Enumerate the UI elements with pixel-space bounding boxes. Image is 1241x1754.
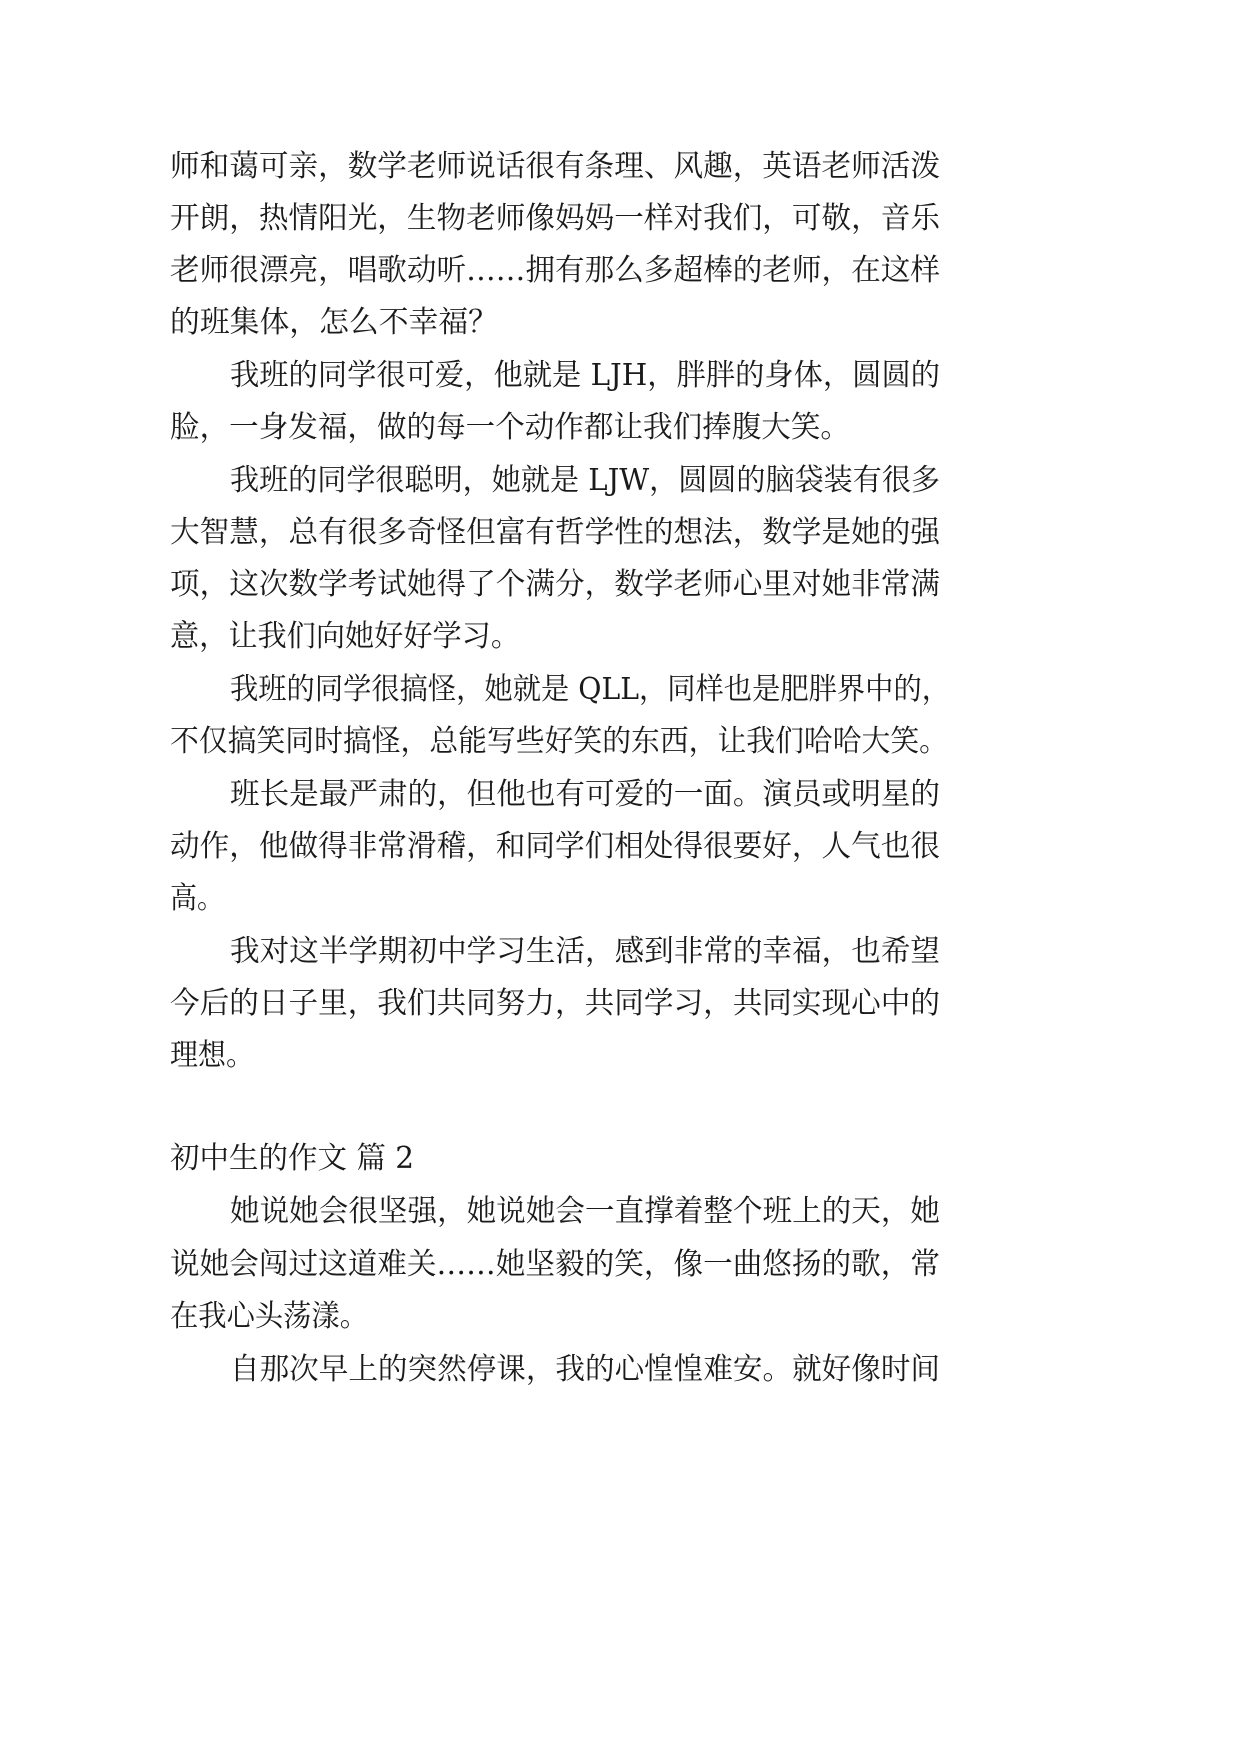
text-line-20: [0, 1182, 1241, 1242]
section-heading: [0, 1129, 1241, 1189]
text-line-2-text: 开朗，热情阳光，生物老师像妈妈一样对我们，可敬，音乐: [170, 201, 940, 236]
text-line-13-text: 班长是最严肃的，但他也有可爱的一面。演员或明星的: [230, 777, 940, 812]
text-line-12-text: 不仅搞笑同时搞怪，总能写些好笑的东西，让我们哈哈大笑。: [170, 724, 948, 759]
text-line-16: [0, 922, 1241, 982]
text-line-4-text: 的班集体，怎么不幸福？: [170, 305, 498, 340]
text-line-9: [0, 555, 1241, 615]
text-line-15-text: 高。: [170, 881, 224, 916]
text-line-21-text: 说她会闯过这道难关……她坚毅的笑，像一曲悠扬的歌，常: [170, 1247, 940, 1282]
text-line-2: [0, 189, 1241, 249]
text-line-8-text: 大智慧，总有很多奇怪但富有哲学性的想法，数学是她的强: [170, 515, 940, 550]
text-line-7: [0, 451, 1241, 511]
text-line-22-text: 在我心头荡漾。: [170, 1299, 368, 1334]
text-line-17: [0, 974, 1241, 1034]
text-line-6-text: 脸，一身发福，做的每一个动作都让我们捧腹大笑。: [170, 410, 850, 445]
text-line-18: [0, 1026, 1241, 1086]
text-line-17-text: 今后的日子里，我们共同努力，共同学习，共同实现心中的: [170, 986, 940, 1021]
text-line-5-text: 我班的同学很可爱，他就是 LJH，胖胖的身体，圆圆的: [230, 358, 940, 393]
text-line-15: [0, 869, 1241, 929]
text-line-10: [0, 607, 1241, 667]
text-line-4: [0, 293, 1241, 353]
text-line-13: [0, 765, 1241, 825]
text-line-16-text: 我对这半学期初中学习生活，感到非常的幸福，也希望: [230, 934, 940, 969]
text-line-6: [0, 398, 1241, 458]
text-line-21: [0, 1235, 1241, 1295]
text-line-12: [0, 712, 1241, 772]
text-line-1: [0, 137, 1241, 197]
text-line-3: [0, 241, 1241, 301]
text-line-3-text: 老师很漂亮，唱歌动听……拥有那么多超棒的老师，在这样: [170, 253, 940, 288]
text-line-14-text: 动作，他做得非常滑稽，和同学们相处得很要好，人气也很: [170, 829, 940, 864]
text-line-14: [0, 817, 1241, 877]
text-line-18-text: 理想。: [170, 1038, 254, 1073]
section-heading-text: 初中生的作文 篇 2: [170, 1141, 414, 1176]
text-line-11: [0, 660, 1241, 720]
text-line-1-text: 师和蔼可亲，数学老师说话很有条理、风趣，英语老师活泼: [170, 149, 940, 184]
text-line-7-text: 我班的同学很聪明，她就是 LJW，圆圆的脑袋装有很多: [230, 463, 940, 498]
text-line-10-text: 意，让我们向她好好学习。: [170, 619, 520, 654]
text-line-9-text: 项，这次数学考试她得了个满分，数学老师心里对她非常满: [170, 567, 940, 602]
text-line-11-text: 我班的同学很搞怪，她就是 QLL，同样也是肥胖界中的，: [230, 672, 950, 707]
text-line-23: [0, 1340, 1241, 1400]
text-line-22: [0, 1287, 1241, 1347]
text-line-20-text: 她说她会很坚强，她说她会一直撑着整个班上的天，她: [230, 1194, 940, 1229]
text-line-5: [0, 346, 1241, 406]
text-line-23-text: 自那次早上的突然停课，我的心惶惶难安。就好像时间: [230, 1352, 940, 1387]
text-line-8: [0, 503, 1241, 563]
